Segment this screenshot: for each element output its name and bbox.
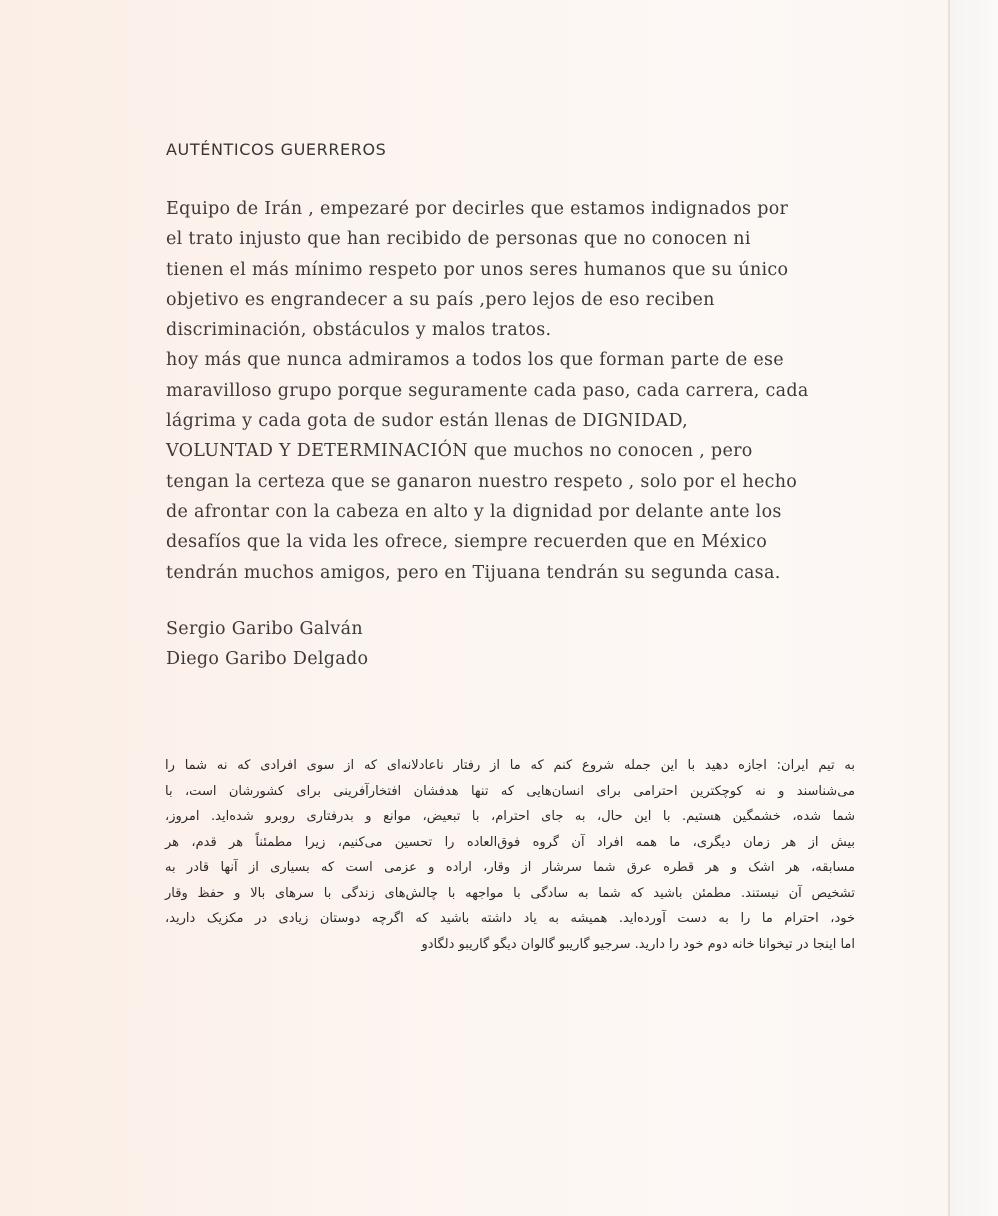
body-line: tengan la certeza que se ganaron nuestro respeto , solo por el hecho [166, 471, 798, 492]
persian-line: بیش از هر زمان دیگری، ما همه افراد آن گروه فوق‌العاده را تحسین می‌کنیم، زیرا مطمئناً هر قدم، هر [165, 834, 855, 850]
persian-line: خود، احترام ما را به دست آورده‌اید. همیشه به یاد داشته باشید که اگرچه دوستان زیادی در مکزیک دارید، [165, 911, 855, 926]
body-line: VOLUNTAD Y DETERMINACIÓN que muchos no conocen , pero [166, 441, 753, 462]
signature-name: Diego Garibo Delgado [166, 649, 369, 669]
body-line: tendrán muchos amigos, pero en Tijuana tendrán su segunda casa. [166, 562, 781, 583]
adjacent-page [950, 0, 998, 1216]
persian-line: به تیم ایران: اجازه دهید با این جمله شروع کنم که ما از رفتار ناعادلانه‌ای که از سوی افرادی که نه شما را [165, 758, 855, 773]
body-line: Equipo de Irán , empezaré por decirles que estamos indignados por [166, 199, 789, 219]
body-line: tienen el más mínimo respeto por unos seres humanos que su único [166, 259, 789, 280]
persian-line: تشخیص آن نیستند. مطمئن باشید که شما به سادگی با مواجهه با چالش‌های زندگی با سرهای بالا و حفظ وقار [165, 885, 855, 901]
signature-block [166, 614, 368, 674]
spanish-body [166, 194, 866, 588]
body-line: el trato injusto que han recibido de personas que no conocen ni [166, 229, 751, 250]
body-line: hoy más que nunca admiramos a todos los que forman parte de ese [166, 350, 784, 371]
document-title: AUTÉNTICOS GUERREROS [166, 140, 387, 159]
body-line: lágrima y cada gota de sudor están llenas de DIGNIDAD, [166, 411, 689, 432]
body-line: desafíos que la vida les ofrece, siempre recuerden que en México [166, 532, 768, 553]
persian-translation [165, 753, 855, 957]
persian-line: اما اینجا در تیخوانا خانه دوم خود را دارید. سرجیو گاریبو گالوان دیگو گاریبو دلگادو [421, 936, 855, 952]
signature-name: Sergio Garibo Galván [166, 619, 363, 639]
body-line: de afrontar con la cabeza en alto y la dignidad por delante ante los [166, 501, 782, 522]
body-line: discriminación, obstáculos y malos tratos. [166, 320, 552, 341]
body-line: maravilloso grupo porque seguramente cada paso, cada carrera, cada [166, 380, 809, 401]
persian-line: شما شده، خشمگین هستیم. با این حال، به جای احترام، با تبعیض، موانع و بدرفتاری روبرو شده‌اید. امروز، [165, 809, 855, 824]
persian-line: مسابقه، هر اشک و هر قطره عرق شما سرشار از وقار، اراده و عزمی است که بسیاری از آنها قادر به [165, 860, 855, 875]
persian-line: می‌شناسند و نه کوچکترین احترامی برای انسان‌هایی که تنها هدفشان افتخارآفرینی برای کشورشان است، با [165, 783, 855, 799]
body-line: objetivo es engrandecer a su país ,pero lejos de eso reciben [166, 289, 715, 310]
